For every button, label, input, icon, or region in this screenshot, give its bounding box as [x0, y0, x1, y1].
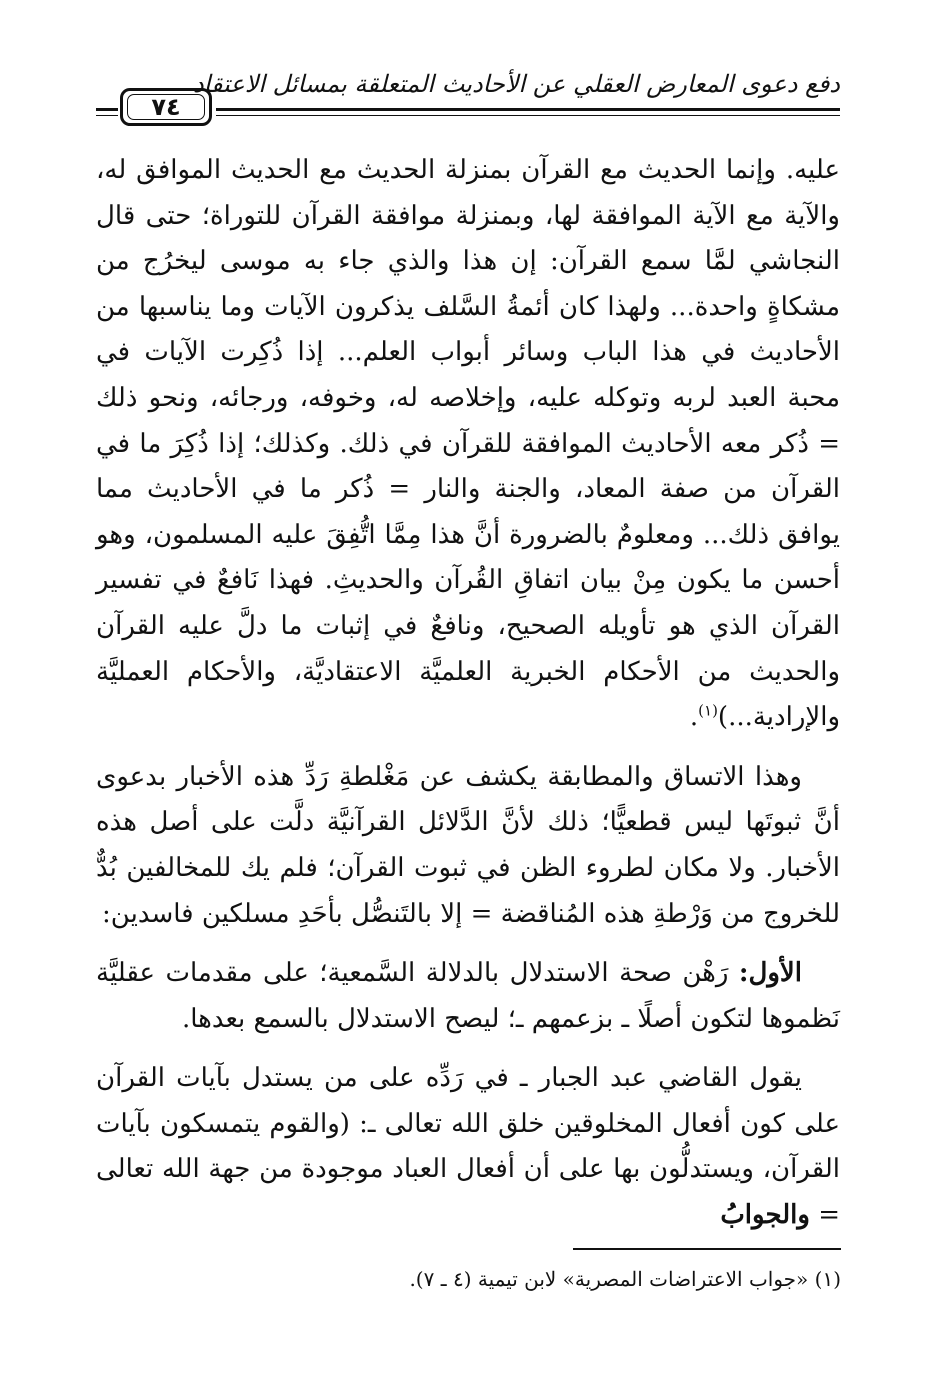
footnote-text: «جواب الاعتراضات المصرية» لابن تيمية (٤ ـ ٧).: [409, 1267, 809, 1291]
paragraph-1-end: .: [689, 702, 699, 733]
paragraph-4-bold-end: والجوابُ: [720, 1200, 810, 1231]
page-body: [96, 148, 840, 1239]
paragraph-3-lead: الأول:: [738, 958, 802, 989]
paragraph-1: [96, 148, 840, 741]
paragraph-3-text: رَهْن صحة الاستدلال بالدلالة السَّمعية؛ على مقدمات عقليَّة نَظموها لتكون أصلًا ـ بزعمهم ـ؛ ليصح الاستدلال بالسمع بعدها.: [96, 958, 840, 1034]
header-rule-thin: [216, 115, 840, 116]
header-rule-left-thin: [96, 115, 118, 116]
footnote-ref: (١): [698, 701, 718, 720]
footnote-number: (١): [814, 1267, 841, 1291]
footnote: [97, 1262, 841, 1296]
page-header: [96, 66, 840, 128]
header-rule: [216, 108, 840, 111]
running-title: دفع دعوى المعارض العقلي عن الأحاديث المتعلقة بمسائل الاعتقاد: [192, 70, 840, 98]
paragraph-4: [96, 1056, 840, 1238]
paragraph-4-text: يقول القاضي عبد الجبار ـ في رَدِّه على من يستدل بآيات القرآن على كون أفعال المخلوقين خلق الله تعالى ـ: (والقوم يتمسكون بآيات القرآن، ويستدلُّون بها على أن أفعال العباد موجودة من جهة الله تعالى =: [96, 1063, 840, 1231]
page-number: ٧٤: [127, 94, 205, 120]
header-rule-left: [96, 108, 118, 111]
paragraph-1-text: عليه. وإنما الحديث مع القرآن بمنزلة الحديث مع الحديث الموافق له، والآية مع الآية الموافقة لها، وبمنزلة موافقة القرآن للتوراة؛ حتى قال النجاشي لمَّا سمع القرآن: إن هذا والذي جاء به موسى ليخرُج من مشكاةٍ واحدة... ولهذا كان أئمةُ السَّلف يذكرون الآيات وما يناسبها من الأحاديث في هذا الباب وسائر أبواب العلم... إذا ذُكِرت الآيات في محبة العبد لربه وتوكله عليه، وإخلاصه له، وخوفه، ورجائه، ونحو ذلك = ذُكر معه الأحاديث الموافقة للقرآن في ذلك. وكذلك؛ إذا ذُكِرَ ما في القرآن من صفة المعاد، والجنة والنار = ذُكر ما في الأحاديث مما يوافق ذلك... ومعلومٌ بالضرورة أنَّ هذا مِمَّا اتُّفِقَ عليه المسلمون، وهو أحسن ما يكون مِنْ بيان اتفاقِ القُرآن والحديثِ. فهذا نَافعٌ في تفسير القرآن الذي هو تأويله الصحيح، ونافعٌ في إثبات ما دلَّ عليه القرآن والحديث من الأحكام الخبرية العلميَّة الاعتقاديَّة، والأحكام العمليَّة والإرادية...): [96, 155, 840, 733]
page-number-frame: [120, 88, 212, 126]
paragraph-2: وهذا الاتساق والمطابقة يكشف عن مَغْلطةِ رَدِّ هذه الأخبار بدعوى أنَّ ثبوتَها ليس قطعيًّا؛ ذلك لأنَّ الدَّلائل القرآنيَّة دلَّت على أصل هذه الأخبار. ولا مكان لطروء الظن في ثبوت القرآن؛ فلم يك للمخالفين بُدٌّ للخروج من وَرْطةِ هذه المُناقضة = إلا بالتَنصُّل بأحَدِ مسلكين فاسدين:: [96, 761, 840, 929]
paragraph-3: [96, 951, 840, 1042]
footnote-rule: [573, 1248, 841, 1250]
